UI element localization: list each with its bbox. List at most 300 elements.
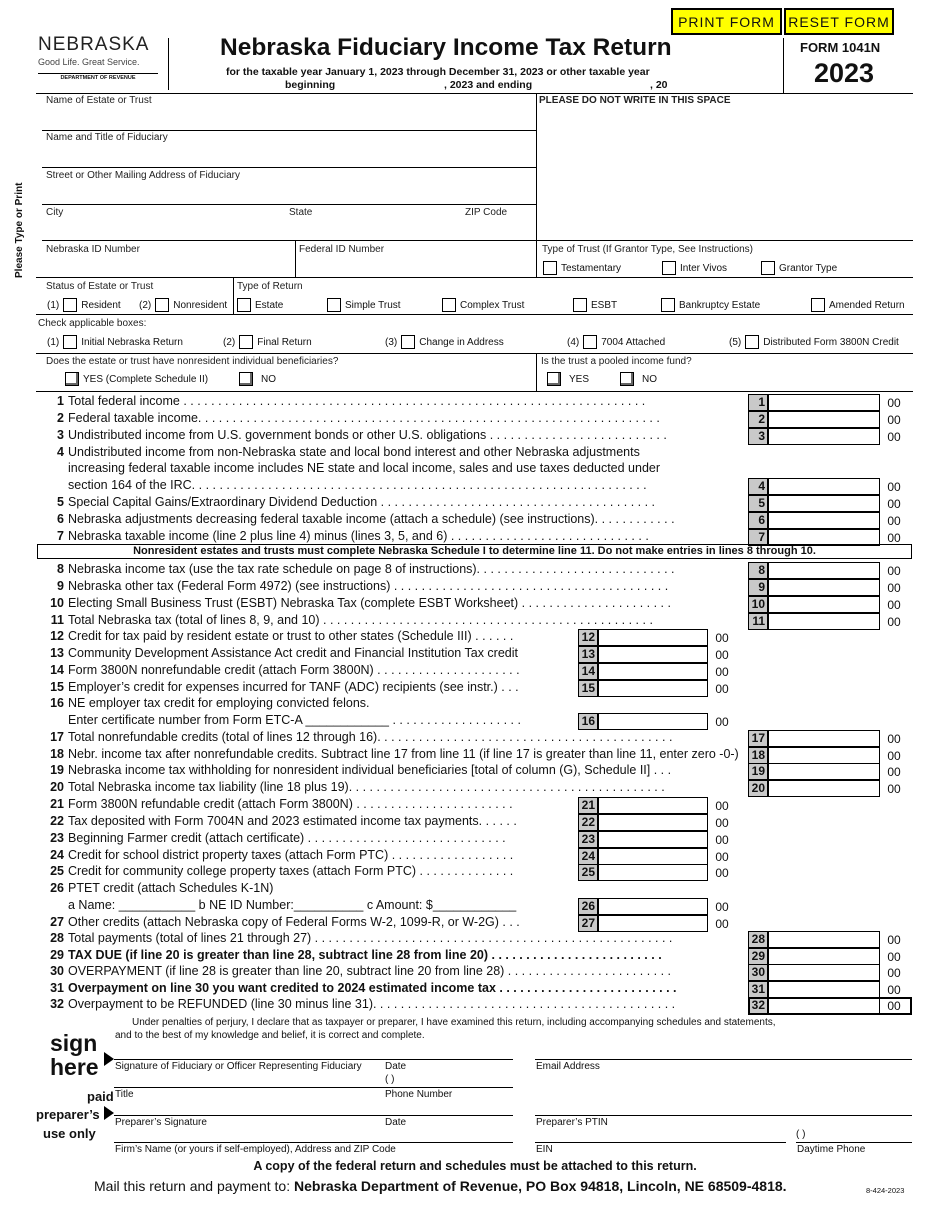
amount-input-30[interactable] [768,964,880,981]
line-number: 15 [50,680,64,694]
amount-input-17[interactable] [768,730,880,747]
phone-area-code: ( ) [385,1074,395,1085]
line-box-number: 23 [578,831,598,848]
option-number: (2) [139,299,152,311]
pool-no-checkbox[interactable] [620,372,634,386]
line-text: increasing federal taxable income includes NE state and local income, sales and use taxes deducted under [68,461,661,475]
line-number: 22 [50,814,64,828]
bene-yes-text: YES (Complete Schedule II) [83,373,209,385]
rule [36,93,913,94]
line-text: Federal taxable income. . . . . . . . . . . . . . . . . . . . . . . . . . . . . . . . . . . . . . . . . . . . . . . . . . . . . . . . . . . . . . . . . . . [68,411,660,425]
pool-yes-text: YES [569,373,590,385]
amount-input-26[interactable] [598,898,708,915]
use-only-label: use only [43,1126,96,1141]
line-number: 23 [50,831,64,845]
initial-return-option[interactable] [47,335,183,349]
subtitle: for the taxable year January 1, 2023 through December 31, 2023 or other taxable year [226,66,650,78]
cents-12: 00 [715,631,729,645]
line-11 [36,613,746,627]
nonresident-option[interactable] [139,298,227,312]
simple-trust-option[interactable] [327,298,401,312]
bene-yes-checkbox[interactable] [65,372,79,386]
no-write-label: PLEASE DO NOT WRITE IN THIS SPACE [539,95,731,106]
estate-checkbox[interactable] [237,298,251,312]
option-number: (5) [729,336,742,348]
amount-input-19[interactable] [768,763,880,780]
line-number: 4 [57,445,64,459]
line-number [36,461,64,475]
amount-input-23[interactable] [598,831,708,848]
line-number [36,898,64,912]
line-box-number: 11 [748,613,768,630]
line-text: Total nonrefundable credits (total of lines 12 through 16). . . . . . . . . . . . . . . . . . . . . . . . . . . . . . . . . . . . . . . . . . . [68,730,673,744]
line-box-number: 4 [748,478,768,495]
amount-input-4[interactable] [768,478,880,495]
line-box-number: 10 [748,596,768,613]
change-address-checkbox[interactable] [401,335,415,349]
cents-19: 00 [887,765,901,779]
amount-input-5[interactable] [768,495,880,512]
testamentary-option[interactable] [543,261,621,275]
bene-no-option[interactable] [239,372,276,386]
line-text: Nebraska income tax (use the tax rate schedule on page 8 of instructions). . . . . . . . . . . . . . . . . . . . . . . . . . . . . [68,562,675,576]
line-number: 8 [57,562,64,576]
cents-4: 00 [887,480,901,494]
line-number: 7 [57,529,64,543]
line-18 [36,747,746,761]
final-return-checkbox[interactable] [239,335,253,349]
line-text: Employer’s credit for expenses incurred for TANF (ADC) recipients (see instr.) . . . [68,680,519,694]
amount-input-1[interactable] [768,394,880,411]
line-cont [36,478,746,492]
beneficiaries-question: Does the estate or trust have nonresident individual beneficiaries? [46,356,339,367]
amount-input-2[interactable] [768,411,880,428]
amount-input-6[interactable] [768,512,880,529]
bankruptcy-option[interactable] [661,298,760,312]
phone-label: Phone Number [385,1089,453,1100]
daytime-phone-label: Daytime Phone [797,1144,866,1155]
esbt-checkbox[interactable] [573,298,587,312]
line-1 [36,394,746,408]
line-26 [36,881,576,895]
amount-input-29[interactable] [768,948,880,965]
esbt-text: ESBT [591,299,618,311]
attached-7004-text: 7004 Attached [601,336,666,348]
line-24 [36,848,576,862]
cents-13: 00 [715,648,729,662]
line-box-number: 2 [748,411,768,428]
line-box-number: 7 [748,529,768,546]
amount-input-16[interactable] [598,713,708,730]
line-box-number: 17 [748,730,768,747]
cents-7: 00 [887,531,901,545]
amount-input-25[interactable] [598,864,708,881]
line-text: Tax deposited with Form 7004N and 2023 estimated income tax payments. . . . . . [68,814,517,828]
cents-15: 00 [715,682,729,696]
estate-text: Estate [255,299,284,311]
pool-no-option[interactable] [620,372,657,386]
line-number: 6 [57,512,64,526]
form-year: 2023 [814,58,875,88]
line-7 [36,529,746,543]
bankruptcy-text: Bankruptcy Estate [679,299,761,311]
amount-input-12[interactable] [598,629,708,646]
line-text: NE employer tax credit for employing convicted felons. [68,696,370,710]
rule [535,1142,786,1143]
line-2 [36,411,746,425]
complex-trust-text: Complex Trust [460,299,525,311]
line-21 [36,797,576,811]
rule [36,391,913,392]
line-text: Undistributed income from U.S. government bonds or other U.S. obligations . . . . . . . . . . . . . . . . . . . . . . . . . . [68,428,667,442]
rule [42,167,536,168]
rule [535,1059,912,1060]
fed-id-label: Federal ID Number [299,244,385,255]
inter-vivos-checkbox[interactable] [662,261,676,275]
pool-no-text: NO [642,373,657,385]
paid-label: paid [87,1089,114,1104]
change-address-option[interactable] [385,335,504,349]
estate-option[interactable] [237,298,283,312]
line-box-number: 6 [748,512,768,529]
cents-14: 00 [715,665,729,679]
line-text: section 164 of the IRC. . . . . . . . . . . . . . . . . . . . . . . . . . . . . . . . . . . . . . . . . . . . . . . . . . . . . . . . . . . . . . . . . . [68,478,647,492]
rule [42,240,913,241]
line-number: 14 [50,663,64,677]
line-number: 32 [50,997,64,1011]
simple-trust-checkbox[interactable] [327,298,341,312]
line-number: 1 [57,394,64,408]
line-13 [36,646,576,660]
address-label: Street or Other Mailing Address of Fiduciary [46,170,240,181]
line-9 [36,579,746,593]
cents-8: 00 [887,564,901,578]
amount-input-28[interactable] [768,931,880,948]
fiduciary-label: Name and Title of Fiduciary [46,132,168,143]
amended-option[interactable] [811,298,905,312]
line-number: 21 [50,797,64,811]
grantor-option[interactable] [761,261,837,275]
cents-17: 00 [887,732,901,746]
line-box-number: 28 [748,931,768,948]
pool-yes-checkbox[interactable] [547,372,561,386]
form-number: FORM 1041N [800,40,881,55]
esbt-option[interactable] [573,298,617,312]
amount-input-21[interactable] [598,797,708,814]
line-10 [36,596,746,610]
line-17 [36,730,746,744]
line-32 [36,997,746,1011]
rule [114,1142,513,1143]
line-cont [36,713,576,727]
page-title: Nebraska Fiduciary Income Tax Return [220,34,672,61]
line-number: 5 [57,495,64,509]
line-text: Nebr. income tax after nonrefundable credits. Subtract line 17 from line 11 (if line 17 is greater than line 11, enter zero -0-) [68,747,739,761]
amount-input-9[interactable] [768,579,880,596]
amount-input-3[interactable] [768,428,880,445]
line-text: Total Nebraska income tax liability (line 18 plus 19). . . . . . . . . . . . . . . . . . . . . . . . . . . . . . . . . . . . . . . . . . . . . . [68,780,665,794]
ne-id-label: Nebraska ID Number [46,244,140,255]
line-text: Nebraska other tax (Federal Form 4972) (see instructions) . . . . . . . . . . . . . . . . . . . . . . . . . . . . . . . . . . . . . . . . [68,579,669,593]
line-22 [36,814,576,828]
line-number: 11 [50,613,64,627]
line-number: 30 [50,964,64,978]
nonresident-text: Nonresident [173,299,228,311]
line-30 [36,964,746,978]
line-box-number: 15 [578,680,598,697]
distributed-credit-checkbox[interactable] [745,335,759,349]
amount-input-20[interactable] [768,780,880,797]
line-text: Nebraska taxable income (line 2 plus line 4) minus (lines 3, 5, and 6) . . . . . . . . . . . . . . . . . . . . . . . . . . . . . [68,529,649,543]
rule [114,1115,513,1116]
trust-type-label: Type of Trust (If Grantor Type, See Instructions) [542,244,754,255]
cents-26: 00 [715,900,729,914]
line-27 [36,915,576,929]
signature-label[interactable]: Signature of Fiduciary or Officer Representing Fiduciary [115,1061,362,1072]
line-text: Total federal income . . . . . . . . . . . . . . . . . . . . . . . . . . . . . . . . . . . . . . . . . . . . . . . . . . . . . . . . . . . . . . . . . . . [68,394,646,408]
line-text: Beginning Farmer credit (attach certificate) . . . . . . . . . . . . . . . . . . . . . . . . . . . . . [68,831,506,845]
line-text: Credit for school district property taxes (attach Form PTC) . . . . . . . . . . . . . . . . . . [68,848,514,862]
line-text: Nebraska income tax withholding for nonresident individual beneficiaries [total of column (G), Schedule II] . . . [68,763,672,777]
line-box-number: 32 [748,997,768,1014]
line-number: 26 [50,881,64,895]
distributed-credit-option[interactable] [729,335,899,349]
line-28 [36,931,746,945]
rule [36,314,913,315]
simple-trust-text: Simple Trust [345,299,401,311]
nonresident-notice: Nonresident estates and trusts must complete Nebraska Schedule I to determine line 11. Do not make entries in lines 8 through 10. [37,544,912,559]
line-box-number: 12 [578,629,598,646]
rule [114,1059,513,1060]
line-number: 31 [50,981,64,995]
ein-label: EIN [536,1144,553,1155]
cents-28: 00 [887,933,901,947]
amount-input-24[interactable] [598,848,708,865]
amount-input-10[interactable] [768,596,880,613]
type-or-print-label: Please Type or Print [14,182,25,278]
preparers-label: preparer’s [36,1107,100,1122]
divider [168,38,169,90]
line-29 [36,948,746,962]
cents-22: 00 [715,816,729,830]
line-number: 3 [57,428,64,442]
complex-trust-checkbox[interactable] [442,298,456,312]
rule [42,204,536,205]
line-number [36,713,64,727]
perjury-text: Under penalties of perjury, I declare that as taxpayer or preparer, I have examined this return, including accompanying schedules and statements, [132,1017,776,1028]
amount-input-11[interactable] [768,613,880,630]
line-6 [36,512,746,526]
cents-27: 00 [715,917,729,931]
line-box-number: 24 [578,848,598,865]
rule [535,1115,912,1116]
grantor-checkbox[interactable] [761,261,775,275]
sign-label: sign [50,1030,98,1056]
line-20 [36,780,746,794]
line-number: 24 [50,848,64,862]
line-text: Other credits (attach Nebraska copy of Federal Forms W-2, 1099-R, or W-2G) . . . [68,915,520,929]
daytime-area-code: ( ) [796,1129,806,1140]
mail-prefix: Mail this return and payment to: [94,1178,294,1194]
cents-21: 00 [715,799,729,813]
line-box-number: 14 [578,663,598,680]
line-number: 29 [50,948,64,962]
arrow-icon [104,1052,114,1066]
amount-input-18[interactable] [768,747,880,764]
nebraska-logo: NEBRASKA Good Life. Great Service. DEPARTMENT OF REVENUE [38,34,158,81]
initial-return-text: Initial Nebraska Return [81,336,183,348]
complex-trust-option[interactable] [442,298,524,312]
estate-name-label: Name of Estate or Trust [46,95,152,106]
line-box-number: 27 [578,915,598,932]
inter-vivos-text: Inter Vivos [680,262,728,274]
beginning-label: beginning [285,79,336,91]
inter-vivos-option[interactable] [662,261,727,275]
line-number: 10 [50,596,64,610]
amount-input-31[interactable] [768,981,880,998]
line-3 [36,428,746,442]
refund-box-highlight [748,997,912,1015]
amount-input-15[interactable] [598,680,708,697]
rule [114,1087,513,1088]
preparer-signature-label[interactable]: Preparer’s Signature [115,1117,207,1128]
line-box-number: 20 [748,780,768,797]
resident-option[interactable] [47,298,121,312]
resident-text: Resident [81,299,121,311]
line-number: 16 [50,696,64,710]
divider [536,353,537,391]
grantor-text: Grantor Type [779,262,838,274]
city-label: City [46,207,64,218]
year-suffix: , 20 [650,79,668,91]
line-number: 19 [50,763,64,777]
print-form-button[interactable]: PRINT FORM [671,8,782,35]
line-text: Form 3800N refundable credit (attach Form 3800N) . . . . . . . . . . . . . . . . . . . . . . . [68,797,513,811]
date-label: Date [385,1061,407,1072]
line-box-number: 22 [578,814,598,831]
pooled-fund-question: Is the trust a pooled income fund? [541,356,692,367]
line-text: Credit for tax paid by resident estate or trust to other states (Schedule III) . . . . . . [68,629,514,643]
return-type-label: Type of Return [237,281,303,292]
line-box-number: 29 [748,948,768,965]
divider [233,277,234,314]
testamentary-checkbox[interactable] [543,261,557,275]
line-number: 18 [50,747,64,761]
line-15 [36,680,576,694]
line-number: 12 [50,629,64,643]
line-text: Form 3800N nonrefundable credit (attach Form 3800N) . . . . . . . . . . . . . . . . . . . . . [68,663,520,677]
line-number: 20 [50,780,64,794]
distributed-credit-text: Distributed Form 3800N Credit [763,336,899,348]
bene-no-text: NO [261,373,276,385]
line-number: 27 [50,915,64,929]
line-31 [36,981,746,995]
line-number: 25 [50,864,64,878]
line-box-number: 9 [748,579,768,596]
status-label: Status of Estate or Trust [46,281,154,292]
firm-label: Firm’s Name (or yours if self-employed), Address and ZIP Code [115,1144,396,1155]
line-number [36,478,64,492]
line-box-number: 30 [748,964,768,981]
attached-7004-checkbox[interactable] [583,335,597,349]
bene-yes-option[interactable] [65,372,208,386]
change-address-text: Change in Address [419,336,504,348]
cents-32: 00 [887,999,901,1013]
pool-yes-option[interactable] [547,372,589,386]
line-text: Enter certificate number from Form ETC-A ____________ . . . . . . . . . . . . . . . . . . . [68,713,521,727]
amount-input-14[interactable] [598,663,708,680]
cents-24: 00 [715,850,729,864]
cents-31: 00 [887,983,901,997]
bene-no-checkbox[interactable] [239,372,253,386]
line-number: 2 [57,411,64,425]
line-text: Total Nebraska tax (total of lines 8, 9, and 10) . . . . . . . . . . . . . . . . . . . . . . . . . . . . . . . . . . . . . . . . . . . . . . . . [68,613,653,627]
mail-address: Nebraska Department of Revenue, PO Box 94818, Lincoln, NE 68509-4818. [294,1178,787,1194]
cents-30: 00 [887,966,901,980]
bankruptcy-checkbox[interactable] [661,298,675,312]
attached-7004-option[interactable] [567,335,665,349]
cents-2: 00 [887,413,901,427]
nonresident-checkbox[interactable] [155,298,169,312]
final-return-option[interactable] [223,335,312,349]
line-number: 28 [50,931,64,945]
cents-6: 00 [887,514,901,528]
line-box-number: 21 [578,797,598,814]
amount-input-13[interactable] [598,646,708,663]
amount-input-8[interactable] [768,562,880,579]
option-number: (1) [47,336,60,348]
line-text: TAX DUE (if line 20 is greater than line 28, subtract line 28 from line 20) . . . . . . . . . . . . . . . . . . . . . . . . . [68,948,662,962]
line-box-number: 26 [578,898,598,915]
option-number: (1) [47,299,60,311]
mail-instructions [94,1178,787,1194]
amount-input-22[interactable] [598,814,708,831]
line-number: 17 [50,730,64,744]
cents-20: 00 [887,782,901,796]
line-box-number: 13 [578,646,598,663]
email-label: Email Address [536,1061,600,1072]
rule [796,1142,912,1143]
rule [42,130,536,131]
line-box-number: 8 [748,562,768,579]
line-text: Electing Small Business Trust (ESBT) Nebraska Tax (complete ESBT Worksheet) . . . . . . . . . . . . . . . . . . . . . . [68,596,671,610]
cents-29: 00 [887,950,901,964]
line-text: Undistributed income from non-Nebraska state and local bond interest and other Nebraska adjustments [68,445,640,459]
line-23 [36,831,576,845]
line-text: OVERPAYMENT (if line 28 is greater than line 20, subtract line 20 from line 28) . . . . . . . . . . . . . . . . . . . . . . . . [68,964,672,978]
line-text: Community Development Assistance Act credit and Financial Institution Tax credit [68,646,518,660]
line-text: Total payments (total of lines 21 through 27) . . . . . . . . . . . . . . . . . . . . . . . . . . . . . . . . . . . . . . . . . . . . . . . . . . . . [68,931,673,945]
line-text: Overpayment to be REFUNDED (line 30 minus line 31). . . . . . . . . . . . . . . . . . . . . . . . . . . . . . . . . . . . . . . . . . . . [68,997,676,1011]
line-box-number: 19 [748,763,768,780]
resident-checkbox[interactable] [63,298,77,312]
line-box-number: 3 [748,428,768,445]
zip-label: ZIP Code [465,207,508,218]
divider [536,240,537,277]
line-text: Nebraska adjustments decreasing federal taxable income (attach a schedule) (see instructions). . . . . . . . . . . . [68,512,675,526]
ptin-label: Preparer’s PTIN [536,1117,608,1128]
reset-form-button[interactable]: RESET FORM [784,8,894,35]
line-25 [36,864,576,878]
line-text: a Name: ___________ b NE ID Number:__________ c Amount: $____________ [68,898,517,912]
line-4 [36,445,746,459]
final-return-text: Final Return [257,336,312,348]
amended-checkbox[interactable] [811,298,825,312]
initial-return-checkbox[interactable] [63,335,77,349]
line-number: 13 [50,646,64,660]
amount-input-27[interactable] [598,915,708,932]
cents-3: 00 [887,430,901,444]
